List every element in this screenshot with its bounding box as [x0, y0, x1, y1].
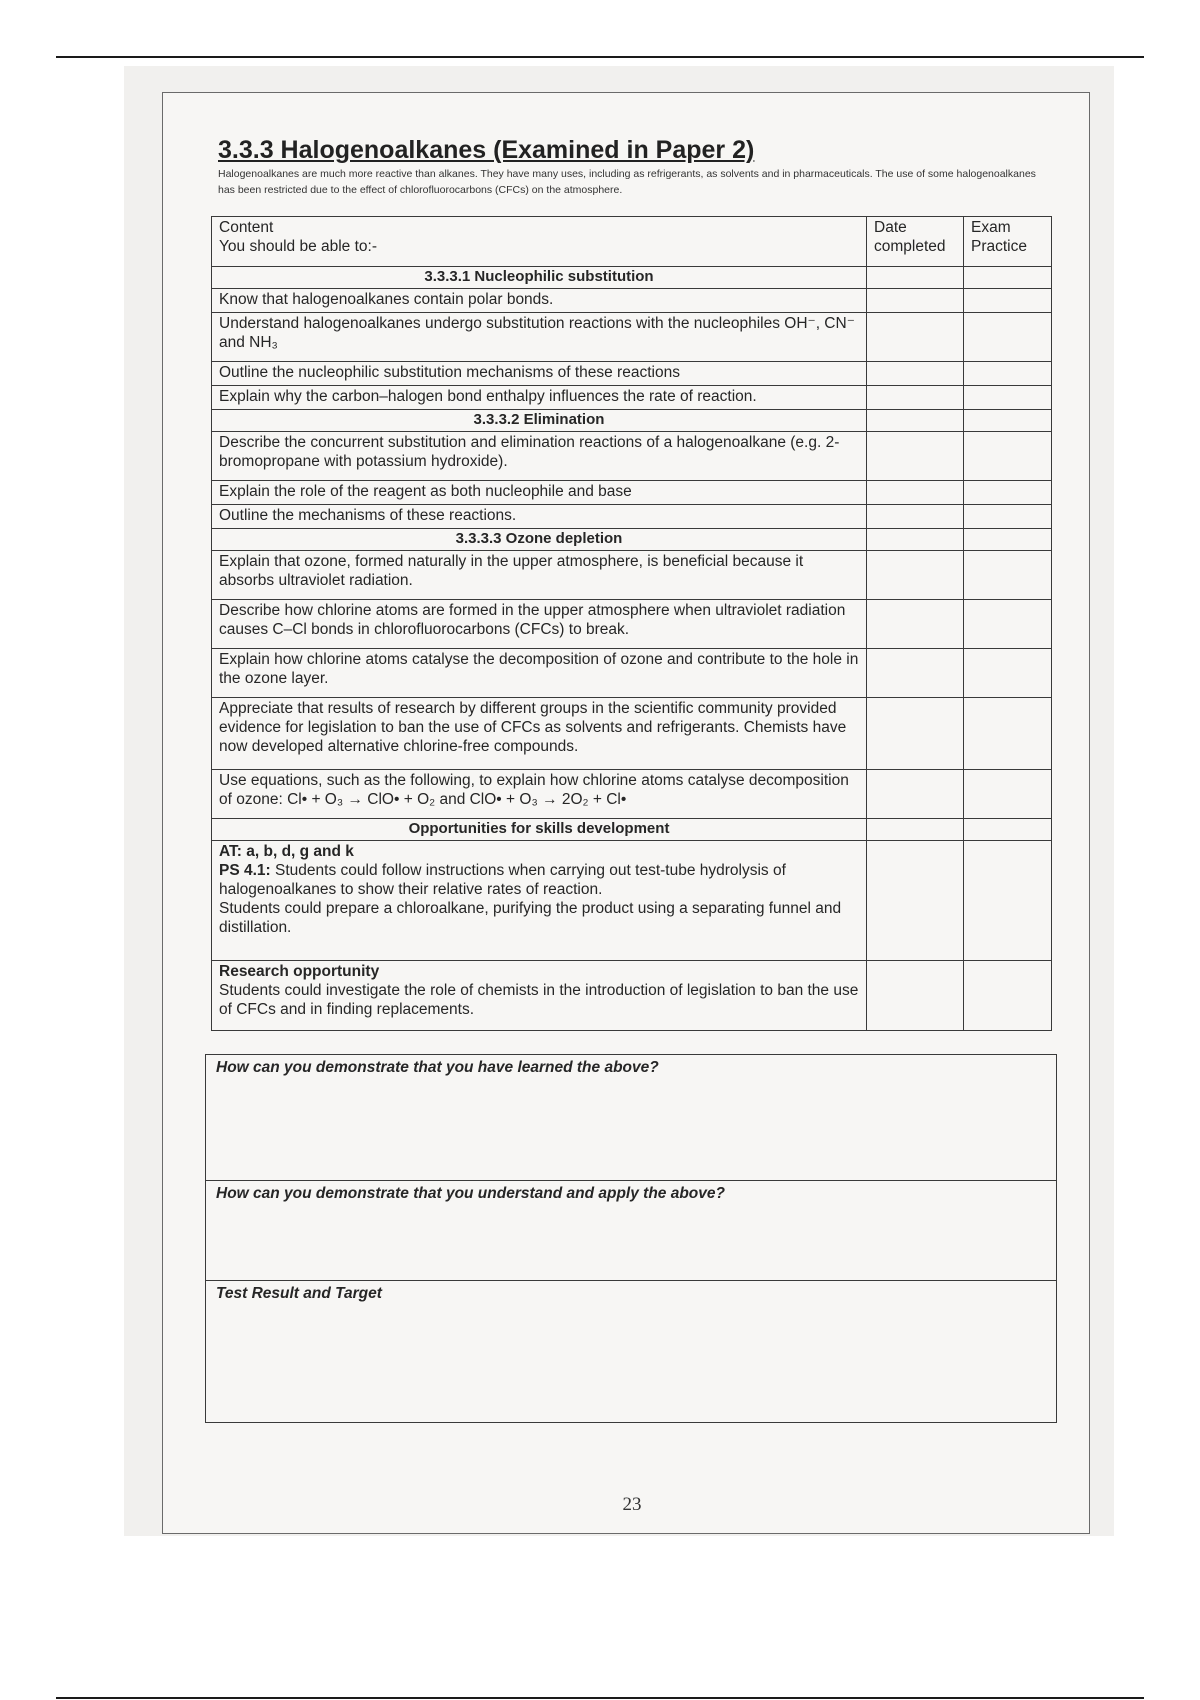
exam-cell[interactable] [964, 841, 1052, 961]
date-cell[interactable] [867, 481, 964, 505]
exam-cell[interactable] [964, 481, 1052, 505]
table-row [212, 649, 1052, 698]
header-row [212, 217, 1052, 267]
content-cell: Outline the mechanisms of these reactions. [212, 505, 867, 529]
exam-cell[interactable] [964, 313, 1052, 362]
table-row [212, 289, 1052, 313]
prep-text: Students could prepare a chloroalkane, purifying the product using a separating funnel and distillation. [219, 900, 842, 936]
content-cell: Explain the role of the reagent as both nucleophile and base [212, 481, 867, 505]
skills-cell [212, 841, 867, 961]
date-cell[interactable] [867, 649, 964, 698]
date-cell[interactable] [867, 362, 964, 386]
date-cell[interactable] [867, 841, 964, 961]
date-cell[interactable] [867, 770, 964, 819]
at-label: AT: a, b, d, g and k [219, 843, 354, 860]
research-cell [212, 961, 867, 1031]
research-label: Research opportunity [219, 963, 380, 980]
section-row [212, 267, 1052, 289]
section-row [212, 410, 1052, 432]
date-cell[interactable] [867, 267, 964, 289]
section-heading: 3.3.3.2 Elimination [212, 410, 867, 432]
table-row [212, 362, 1052, 386]
date-cell[interactable] [867, 505, 964, 529]
exam-cell[interactable] [964, 529, 1052, 551]
table-row [212, 432, 1052, 481]
learned-row [206, 1055, 1057, 1181]
checklist-table [211, 216, 1052, 1031]
exam-cell[interactable] [964, 649, 1052, 698]
date-cell[interactable] [867, 432, 964, 481]
exam-header-line1: Exam [971, 219, 1011, 236]
ps-paragraph [219, 861, 859, 899]
ps-text: Students could follow instructions when carrying out test-tube hydrolysis of halogenoalkanes to show their relative rates of reaction. [219, 862, 786, 898]
exam-cell[interactable] [964, 505, 1052, 529]
exam-cell[interactable] [964, 698, 1052, 770]
exam-cell[interactable] [964, 770, 1052, 819]
date-cell[interactable] [867, 819, 964, 841]
learned-box[interactable]: How can you demonstrate that you have learned the above? [206, 1055, 1057, 1181]
top-rule [56, 56, 1144, 58]
content-cell: Explain that ozone, formed naturally in the upper atmosphere, is beneficial because it absorbs ultraviolet radiation. [212, 551, 867, 600]
exam-cell[interactable] [964, 410, 1052, 432]
section-heading: Opportunities for skills development [212, 819, 867, 841]
date-cell[interactable] [867, 698, 964, 770]
section-heading: 3.3.3.3 Ozone depletion [212, 529, 867, 551]
test-row [206, 1281, 1057, 1423]
table-row [212, 386, 1052, 410]
content-header-line2: You should be able to:- [219, 238, 377, 255]
exam-cell[interactable] [964, 432, 1052, 481]
date-cell[interactable] [867, 410, 964, 432]
section-heading: 3.3.3.1 Nucleophilic substitution [212, 267, 867, 289]
page-number: 23 [622, 1494, 642, 1515]
section-row [212, 819, 1052, 841]
intro-text: Halogenoalkanes are much more reactive than alkanes. They have many uses, including as refrigerants, as solvents and in pharmaceuticals. The use of some halogenoalkanes has been restricted due to the effect of chlorofluorocarbons (CFCs) on the atmosphere. [218, 168, 1036, 196]
apply-box[interactable]: How can you demonstrate that you understand and apply the above? [206, 1181, 1057, 1281]
table-row [212, 505, 1052, 529]
ps-label: PS 4.1: [219, 862, 271, 879]
date-header-line2: completed [874, 238, 946, 255]
skills-row [212, 841, 1052, 961]
test-result-box[interactable]: Test Result and Target [206, 1281, 1057, 1423]
exam-cell[interactable] [964, 819, 1052, 841]
content-cell: Appreciate that results of research by different groups in the scientific community provided evidence for legislation to ban the use of CFCs as solvents and refrigerants. Chemists have now developed alternative chlorine-free compounds. [212, 698, 867, 770]
reflection-table [205, 1054, 1057, 1423]
exam-cell[interactable] [964, 600, 1052, 649]
exam-header [964, 217, 1052, 267]
exam-cell[interactable] [964, 289, 1052, 313]
content-header [212, 217, 867, 267]
research-text: Students could investigate the role of chemists in the introduction of legislation to ban the use of CFCs and in finding replacements. [219, 982, 859, 1018]
exam-cell[interactable] [964, 551, 1052, 600]
date-cell[interactable] [867, 600, 964, 649]
exam-cell[interactable] [964, 267, 1052, 289]
content-cell: Describe the concurrent substitution and elimination reactions of a halogenoalkane (e.g. 2-bromopropane with potassium hydroxide). [212, 432, 867, 481]
exam-cell[interactable] [964, 386, 1052, 410]
date-cell[interactable] [867, 386, 964, 410]
table-row [212, 313, 1052, 362]
content-cell: Know that halogenoalkanes contain polar bonds. [212, 289, 867, 313]
page-title: 3.3.3 Halogenoalkanes (Examined in Paper 2) [218, 136, 755, 164]
date-cell[interactable] [867, 313, 964, 362]
date-cell[interactable] [867, 961, 964, 1031]
date-header [867, 217, 964, 267]
research-row [212, 961, 1052, 1031]
table-row [212, 551, 1052, 600]
date-cell[interactable] [867, 289, 964, 313]
table-row [212, 698, 1052, 770]
date-cell[interactable] [867, 529, 964, 551]
content-cell: Explain why the carbon–halogen bond enthalpy influences the rate of reaction. [212, 386, 867, 410]
exam-cell[interactable] [964, 961, 1052, 1031]
content-cell: Describe how chlorine atoms are formed in the upper atmosphere when ultraviolet radiation causes C–Cl bonds in chlorofluorocarbons (CFCs) to break. [212, 600, 867, 649]
table-row [212, 770, 1052, 819]
apply-row [206, 1181, 1057, 1281]
table-row [212, 481, 1052, 505]
bottom-rule [56, 1697, 1144, 1699]
table-row [212, 600, 1052, 649]
content-cell: Outline the nucleophilic substitution mechanisms of these reactions [212, 362, 867, 386]
content-cell: Explain how chlorine atoms catalyse the decomposition of ozone and contribute to the hole in the ozone layer. [212, 649, 867, 698]
content-header-line1: Content [219, 219, 274, 236]
exam-header-line2: Practice [971, 238, 1027, 255]
date-cell[interactable] [867, 551, 964, 600]
content-cell: Understand halogenoalkanes undergo substitution reactions with the nucleophiles OH⁻, CN⁻ and NH₃ [212, 313, 867, 362]
date-header-line1: Date [874, 219, 907, 236]
exam-cell[interactable] [964, 362, 1052, 386]
section-row [212, 529, 1052, 551]
content-cell: Use equations, such as the following, to explain how chlorine atoms catalyse decomposition of ozone: Cl• + O₃ → ClO• + O₂ and ClO• + O₃ → 2O₂ + Cl• [212, 770, 867, 819]
